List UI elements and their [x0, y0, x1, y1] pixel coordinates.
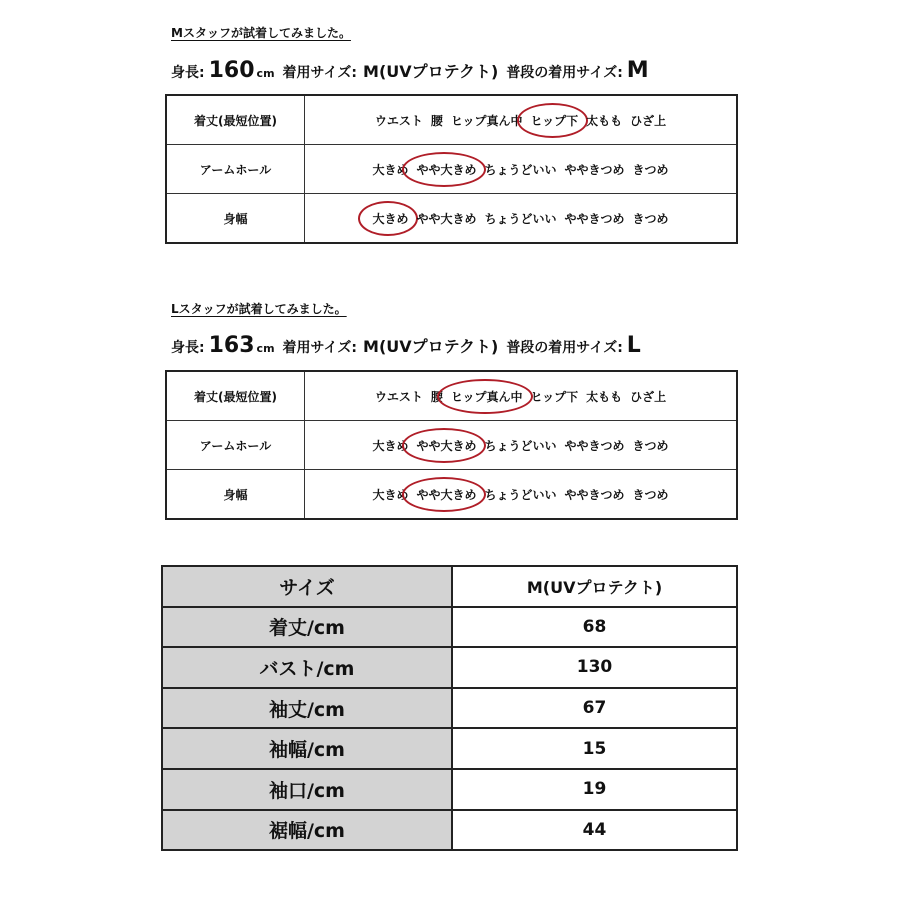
size-row — [162, 647, 737, 688]
size-value-cell: 130 — [452, 647, 737, 688]
fit-option: きつめ — [632, 211, 669, 226]
height-value: 160 — [208, 58, 255, 83]
size-row — [162, 810, 737, 851]
size-value-cell: 67 — [452, 688, 737, 729]
fit-option: 大きめ — [372, 487, 409, 502]
size-row — [162, 769, 737, 810]
fit-option: ヒップ下 — [530, 389, 579, 404]
size-table — [161, 565, 738, 851]
fit-option-selected: やや大きめ — [416, 162, 477, 177]
usual-size-value: M — [626, 58, 649, 83]
fit-option: ややきつめ — [564, 211, 625, 226]
usual-size-label: 普段の着用サイズ: — [506, 65, 623, 81]
size-label-cell: 袖口/cm — [162, 769, 452, 810]
size-label-cell: バスト/cm — [162, 647, 452, 688]
size-row — [162, 607, 737, 648]
fit-options — [305, 421, 738, 470]
fit-option: 太もも — [586, 113, 623, 128]
fit-option: ひざ上 — [630, 389, 667, 404]
size-label-cell: 着丈/cm — [162, 607, 452, 648]
staff-l-info — [171, 333, 641, 358]
fit-option: 腰 — [430, 113, 443, 128]
worn-size-value: M(UVプロテクト) — [363, 62, 499, 81]
fit-row-label: 身幅 — [166, 194, 305, 244]
fit-row-label: 身幅 — [166, 470, 305, 520]
fit-row-label: アームホール — [166, 421, 305, 470]
worn-size-label: 着用サイズ: — [282, 340, 358, 356]
fit-option: 腰 — [430, 389, 443, 404]
fit-option: ちょうどいい — [484, 487, 557, 502]
fit-option: ややきつめ — [564, 162, 625, 177]
staff-l-heading: Lスタッフが試着してみました。 — [171, 302, 347, 316]
fit-option-selected: ヒップ下 — [530, 113, 579, 128]
fit-option: ひざ上 — [630, 113, 667, 128]
fit-options — [305, 470, 738, 520]
fit-option-selected: ヒップ真ん中 — [450, 389, 523, 404]
staff-m-heading: Mスタッフが試着してみました。 — [171, 26, 351, 40]
fit-option-selected: 大きめ — [372, 211, 409, 226]
size-label-cell: 裾幅/cm — [162, 810, 452, 851]
height-label: 身長: — [171, 340, 205, 356]
fit-row-label: 着丈(最短位置) — [166, 95, 305, 145]
fit-row-label: アームホール — [166, 145, 305, 194]
size-value-cell: 44 — [452, 810, 737, 851]
fit-option: ちょうどいい — [484, 162, 557, 177]
height-unit: cm — [256, 342, 275, 355]
size-label-cell: サイズ — [162, 566, 452, 607]
fit-row — [166, 371, 737, 421]
fit-option: ちょうどいい — [484, 211, 557, 226]
fit-option: 大きめ — [372, 162, 409, 177]
size-value-cell: M(UVプロテクト) — [452, 566, 737, 607]
staff-m-info — [171, 58, 649, 83]
height-value: 163 — [208, 333, 255, 358]
usual-size-value: L — [626, 333, 641, 358]
worn-size-label: 着用サイズ: — [282, 65, 358, 81]
size-row — [162, 688, 737, 729]
fit-row — [166, 470, 737, 520]
worn-size-value: M(UVプロテクト) — [363, 337, 499, 356]
height-label: 身長: — [171, 65, 205, 81]
fit-option: きつめ — [632, 162, 669, 177]
fit-option: ちょうどいい — [484, 438, 557, 453]
fit-option: ややきつめ — [564, 487, 625, 502]
fit-options — [305, 95, 738, 145]
fit-option: きつめ — [632, 438, 669, 453]
fit-row — [166, 194, 737, 244]
fit-option: きつめ — [632, 487, 669, 502]
staff-m-fit-table — [165, 94, 738, 244]
size-value-cell: 68 — [452, 607, 737, 648]
fit-options — [305, 371, 738, 421]
fit-options — [305, 145, 738, 194]
height-unit: cm — [256, 67, 275, 80]
staff-l-fit-table — [165, 370, 738, 520]
fit-option: ややきつめ — [564, 438, 625, 453]
size-label-cell: 袖幅/cm — [162, 728, 452, 769]
fit-option: やや大きめ — [416, 211, 477, 226]
size-value-cell: 15 — [452, 728, 737, 769]
fit-row — [166, 145, 737, 194]
fit-row — [166, 421, 737, 470]
size-label-cell: 袖丈/cm — [162, 688, 452, 729]
fit-row-label: 着丈(最短位置) — [166, 371, 305, 421]
fit-row — [166, 95, 737, 145]
fit-option: ウエスト — [374, 389, 423, 404]
size-row — [162, 728, 737, 769]
fit-option: 太もも — [586, 389, 623, 404]
fit-option-selected: やや大きめ — [416, 438, 477, 453]
size-value-cell: 19 — [452, 769, 737, 810]
fit-option-selected: やや大きめ — [416, 487, 477, 502]
fit-option: ウエスト — [374, 113, 423, 128]
fit-options — [305, 194, 738, 244]
fit-option: 大きめ — [372, 438, 409, 453]
fit-option: ヒップ真ん中 — [450, 113, 523, 128]
usual-size-label: 普段の着用サイズ: — [506, 340, 623, 356]
size-header-row — [162, 566, 737, 607]
